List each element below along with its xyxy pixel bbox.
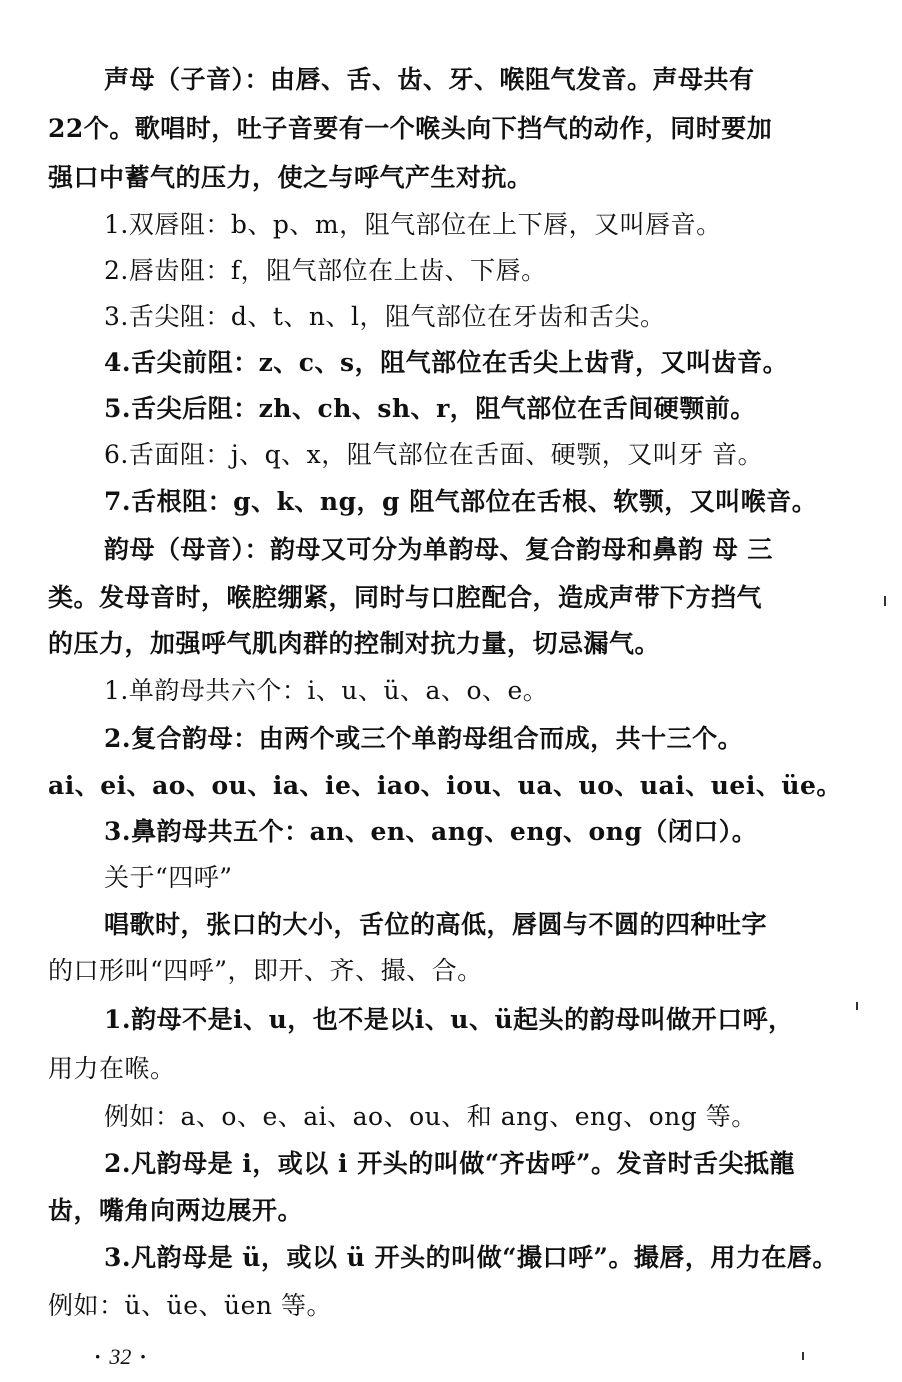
consonant-item-7: 7.舌根阻：g、k、ng，g 阻气部位在舌根、软颚，又叫喉音。 bbox=[104, 487, 818, 516]
sihu-item-2-line-2: 齿，嘴角向两边展开。 bbox=[48, 1196, 304, 1225]
vowel-item-3: 3.鼻韵母共五个：an、en、ang、eng、ong（闭口）。 bbox=[104, 817, 758, 846]
sihu-item-1-line-2: 用力在喉。 bbox=[48, 1054, 176, 1083]
consonants-paragraph-line-1: 声母（子音）：由唇、舌、齿、牙、喉阻气发音。声母共有 bbox=[104, 65, 755, 94]
sihu-intro-line-1: 唱歌时，张口的大小，舌位的高低，唇圆与不圆的四种吐字 bbox=[104, 910, 768, 939]
consonant-item-1: 1.双唇阻：b、p、m，阻气部位在上下唇，又叫唇音。 bbox=[104, 210, 722, 239]
consonants-paragraph-line-3: 强口中蓄气的压力，使之与呼气产生对抗。 bbox=[48, 163, 533, 192]
sihu-heading: 关于“四呼” bbox=[104, 863, 233, 892]
consonant-item-2: 2.唇齿阻：f，阻气部位在上齿、下唇。 bbox=[104, 256, 547, 285]
scan-speck bbox=[802, 1352, 804, 1360]
consonant-item-6: 6.舌面阻：j、q、x，阻气部位在舌面、硬颚，又叫牙 音。 bbox=[104, 440, 764, 469]
consonant-item-4: 4.舌尖前阻：z、c、s，阻气部位在舌尖上齿背，又叫齿音。 bbox=[104, 348, 789, 377]
sihu-item-3-line-2: 例如：ü、üe、üen 等。 bbox=[48, 1291, 332, 1320]
vowels-paragraph-line-2: 类。发母音时，喉腔绷紧，同时与口腔配合，造成声带下方挡气 bbox=[48, 583, 763, 612]
vowel-item-1: 1.单韵母共六个：i、u、ü、a、o、e。 bbox=[104, 676, 549, 705]
sihu-item-1-line-1: 1.韵母不是i、u，也不是以i、u、ü起头的韵母叫做开口呼， bbox=[104, 1005, 794, 1034]
vowel-item-2-list: ai、ei、ao、ou、ia、ie、iao、iou、ua、uo、uai、uei、üe。 bbox=[48, 771, 842, 800]
consonants-paragraph-line-2: 22个。歌唱时，吐子音要有一个喉头向下挡气的动作，同时要加 bbox=[48, 114, 773, 143]
scan-speck bbox=[884, 596, 886, 606]
sihu-item-3-line-1: 3.凡韵母是 ü，或以 ü 开头的叫做“撮口呼”。撮唇，用力在唇。 bbox=[104, 1243, 838, 1272]
scan-speck bbox=[856, 1002, 858, 1010]
sihu-item-2-line-1: 2.凡韵母是 i，或以 i 开头的叫做“齐齿呼”。发音时舌尖抵龍 bbox=[104, 1149, 795, 1178]
consonant-item-5: 5.舌尖后阻：zh、ch、sh、r，阻气部位在舌间硬颚前。 bbox=[104, 394, 756, 423]
vowels-paragraph-line-3: 的压力，加强呼气肌肉群的控制对抗力量，切忌漏气。 bbox=[48, 629, 661, 658]
vowels-paragraph-line-1: 韵母（母音）：韵母又可分为单韵母、复合韵母和鼻韵 母 三 bbox=[104, 535, 773, 564]
page-number-left-dot: · bbox=[94, 1344, 102, 1369]
consonant-item-3: 3.舌尖阻：d、t、n、l，阻气部位在牙齿和舌尖。 bbox=[104, 302, 666, 331]
page-number bbox=[86, 1342, 155, 1372]
sihu-intro-line-2: 的口形叫“四呼”，即开、齐、撮、合。 bbox=[48, 956, 483, 985]
page-number-right-dot: · bbox=[139, 1344, 147, 1369]
sihu-item-1-example: 例如：a、o、e、ai、ao、ou、和 ang、eng、ong 等。 bbox=[104, 1102, 757, 1131]
vowel-item-2: 2.复合韵母：由两个或三个单韵母组合而成，共十三个。 bbox=[104, 724, 744, 753]
page-number-value: 32 bbox=[109, 1344, 132, 1369]
